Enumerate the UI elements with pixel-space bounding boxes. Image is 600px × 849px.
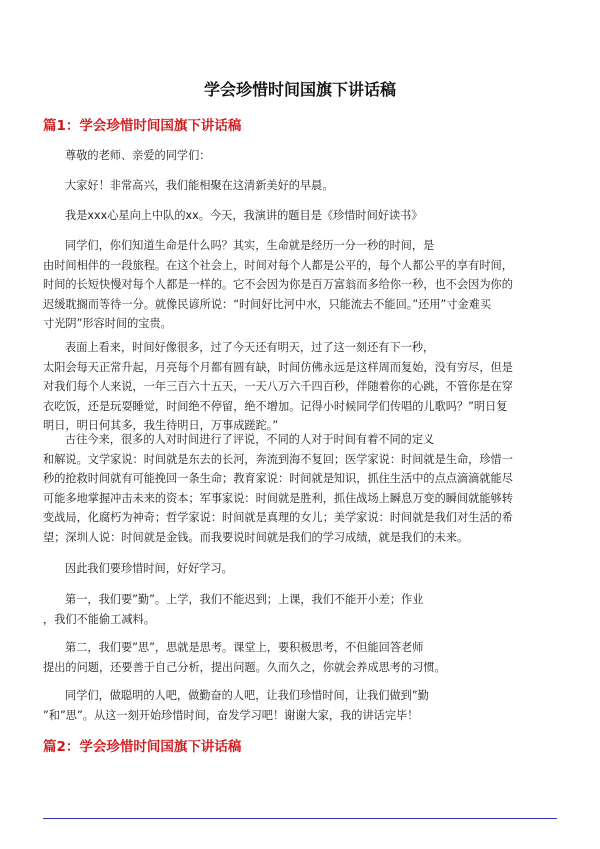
paragraph-first — [43, 590, 563, 629]
text-line: 尊敬的老师、亲爱的同学们： — [65, 149, 211, 162]
paragraph-hello — [43, 176, 563, 196]
text-line: 和解说。文学家说：时间就是东去的长河，奔流到海不复回；医学家说：时间就是生命，珍惜一 — [43, 452, 513, 466]
text-line: 变战局，化腐朽为神奇；哲学家说：时间就是真理的女儿；美学家说：时间就是我们对生活的希 — [43, 511, 513, 524]
text-line: 提出的问题，还要善于自己分析，提出问题。久而久之，你就会养成思考的习惯。 — [43, 660, 446, 674]
text-line: 第二，我们要”思”，思就是思考。课堂上，要积极思考，不但能回答老师 — [65, 641, 424, 654]
paragraph-closing — [43, 686, 563, 725]
bottom-divider — [43, 818, 557, 819]
text-line: 大家好！非常高兴，我们能相聚在这清新美好的早晨。 — [65, 179, 334, 192]
text-line: ”和”思”。从这一刻开始珍惜时间，奋发学习吧！谢谢大家，我的讲话完毕！ — [43, 708, 419, 722]
text-line: 古往今来，很多的人对时间进行了评说，不同的人对于时间有着不同的定义 — [65, 433, 435, 446]
section-2-heading: 篇2：学会珍惜时间国旗下讲话稿 — [43, 739, 242, 755]
text-line: 可能多地掌握冲击未来的资本；军事家说：时间就是胜利，抓住战场上瞬息万变的瞬间就能够转 — [43, 491, 513, 505]
paragraph-intro — [43, 206, 563, 226]
section-1-heading: 篇1：学会珍惜时间国旗下讲话稿 — [43, 118, 242, 134]
paragraph-greeting — [43, 146, 563, 166]
paragraph-surface — [43, 338, 563, 436]
text-line: 因此我们要珍惜时间，好好学习。 — [65, 562, 233, 575]
text-line: 我是xxx心星向上中队的xx。今天，我演讲的题目是《珍惜时间好读书》 — [65, 209, 423, 222]
paragraph-history — [43, 430, 563, 547]
text-line: 望；深圳人说：时间就是金钱。而我要说时间就是我们的学习成绩，就是我们的未来。 — [43, 530, 469, 544]
text-line: 对我们每个人来说，一年三百六十五天，一天八万六千四百秒，伴随着你的心跳，不管你是在穿 — [43, 380, 513, 393]
text-line: 时间的长短快慢对每个人都是一样的。它不会因为你是百万富翁而多给你一秒，也不会因为你的 — [43, 278, 513, 291]
text-line: 秒的抢救时间就有可能挽回一条生命；教育家说：时间就是知识，抓住生活中的点点滴滴就能尽 — [43, 472, 513, 485]
text-line: 衣吃饭，还是玩耍睡觉，时间绝不停留，绝不增加。记得小时候同学们传唱的儿歌吗？”明日复 — [43, 399, 508, 413]
paragraph-life — [43, 236, 563, 334]
text-line: 表面上看来，时间好像很多，过了今天还有明天，过了这一刻还有下一秒， — [65, 341, 435, 354]
text-line: 迟缓耽搁而等待一分。就像民谚所说：“时间好比河中水，只能流去不能回。”还用”寸金难买 — [43, 297, 492, 311]
text-line: 寸光阴”形容时间的宝贵。 — [43, 317, 172, 330]
text-line: 同学们，你们知道生命是什么吗？其实，生命就是经历一分一秒的时间，是 — [65, 239, 435, 252]
text-line: 第一，我们要”勤”。上学，我们不能迟到；上课，我们不能开小差；作业 — [65, 593, 424, 606]
text-line: ，我们不能偷工减料。 — [43, 612, 155, 626]
text-line: 太阳会每天正常升起，月亮每个月都有圆有缺，时间仿佛永远是这样周而复始，没有穷尽，但是 — [43, 360, 513, 374]
paragraph-second — [43, 638, 563, 677]
paragraph-therefore — [43, 559, 563, 579]
text-line: 明日，明日何其多，我生待明日，万事成蹉跎。” — [43, 419, 279, 432]
text-line: 由时间相伴的一段旅程。在这个社会上，时间对每个人都是公平的，每个人都公平的享有时间， — [43, 258, 513, 272]
text-line: 同学们，做聪明的人吧，做勤奋的人吧，让我们珍惜时间，让我们做到”勤 — [65, 689, 429, 702]
document-title: 学会珍惜时间国旗下讲话稿 — [203, 80, 396, 99]
